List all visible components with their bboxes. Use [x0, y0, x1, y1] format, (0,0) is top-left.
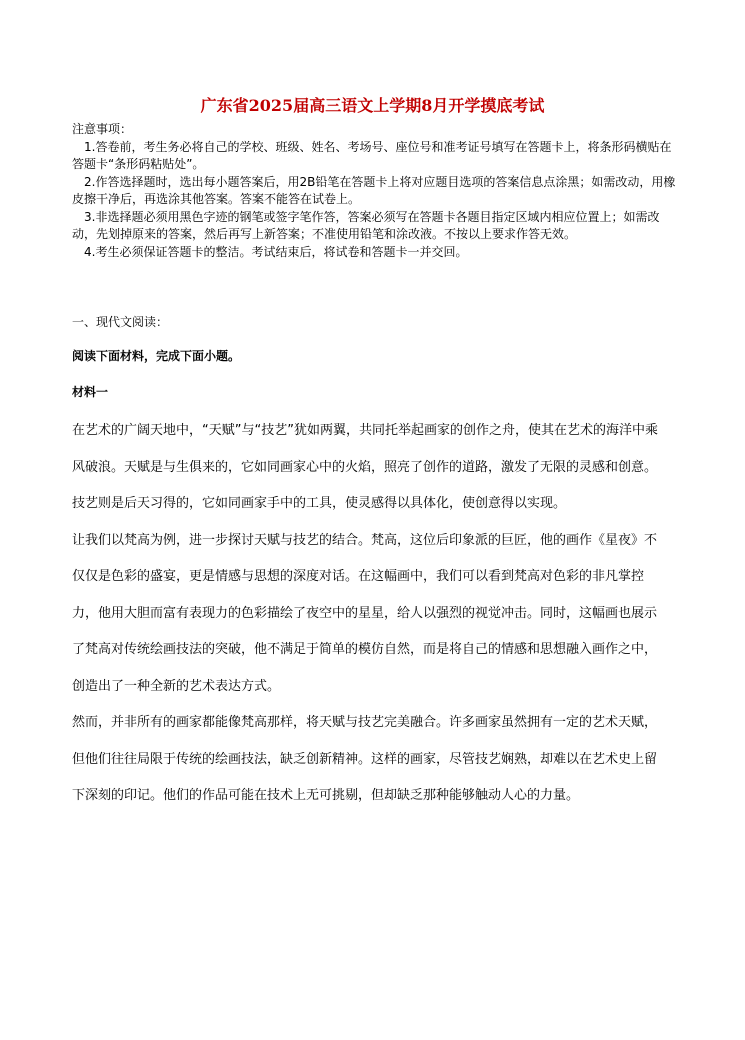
- section-title: 一、现代文阅读：: [72, 315, 169, 329]
- notice-item: 3.非选择题必须用黑色字迹的钢笔或签字笔作答，答案必须写在答题卡各题目指定区域内相应位置上；如需改动，先划掉原来的答案，然后再写上新答案；不准使用铅笔和涂改液。不按以上要求作答无效。: [72, 209, 660, 241]
- notice-item: 2.作答选择题时，选出每小题答案后，用2B铅笔在答题卡上将对应题目选项的答案信息点涂黑；如需改动，用橡皮擦干净后，再选涂其他答案。答案不能答在试卷上。: [72, 174, 676, 206]
- notice-item: 4.考生必须保证答题卡的整洁。考试结束后，将试卷和答题卡一并交回。: [84, 244, 468, 259]
- exam-title: 广东省2025届高三语文上学期8月开学摸底考试: [200, 96, 545, 115]
- material-label: 材料一: [72, 385, 109, 399]
- material-paragraph: 让我们以梵高为例，进一步探讨天赋与技艺的结合。梵高，这位后印象派的巨匠，他的画作《星夜》不仅仅是色彩的盛宴，更是情感与思想的深度对话。在这幅画中，我们可以看到梵高对色彩的非凡掌控力，他用大胆而富有表现力的色彩描绘了夜空中的星星，给人以强烈的视觉冲击。同时，这幅画也展示了梵高对传统绘画技法的突破，他不满足于简单的模仿自然，而是将自己的情感和思想融入画作之中，创造出了一种全新的艺术表达方式。: [72, 532, 658, 694]
- reading-instruction: 阅读下面材料，完成下面小题。: [72, 349, 241, 363]
- notice-item: 1.答卷前，考生务必将自己的学校、班级、姓名、考场号、座位号和准考证号填写在答题卡上，将条形码横贴在答题卡“条形码粘贴处”。: [72, 139, 672, 171]
- material-body: [72, 413, 668, 815]
- notice-heading: 注意事项：: [72, 122, 133, 136]
- material-paragraph: 在艺术的广阔天地中，“天赋”与“技艺”犹如两翼，共同托举起画家的创作之舟，使其在艺术的海洋中乘风破浪。天赋是与生俱来的，它如同画家心中的火焰，照亮了创作的道路，激发了无限的灵感和创意。技艺则是后天习得的，它如同画家手中的工具，使灵感得以具体化，使创意得以实现。: [72, 423, 658, 511]
- material-paragraph: 然而，并非所有的画家都能像梵高那样，将天赋与技艺完美融合。许多画家虽然拥有一定的艺术天赋，但他们往往局限于传统的绘画技法，缺乏创新精神。这样的画家，尽管技艺娴熟，却难以在艺术史上留下深刻的印记。他们的作品可能在技术上无可挑剔，但却缺乏那种能够触动人心的力量。: [72, 715, 658, 803]
- notice-block: [72, 121, 682, 261]
